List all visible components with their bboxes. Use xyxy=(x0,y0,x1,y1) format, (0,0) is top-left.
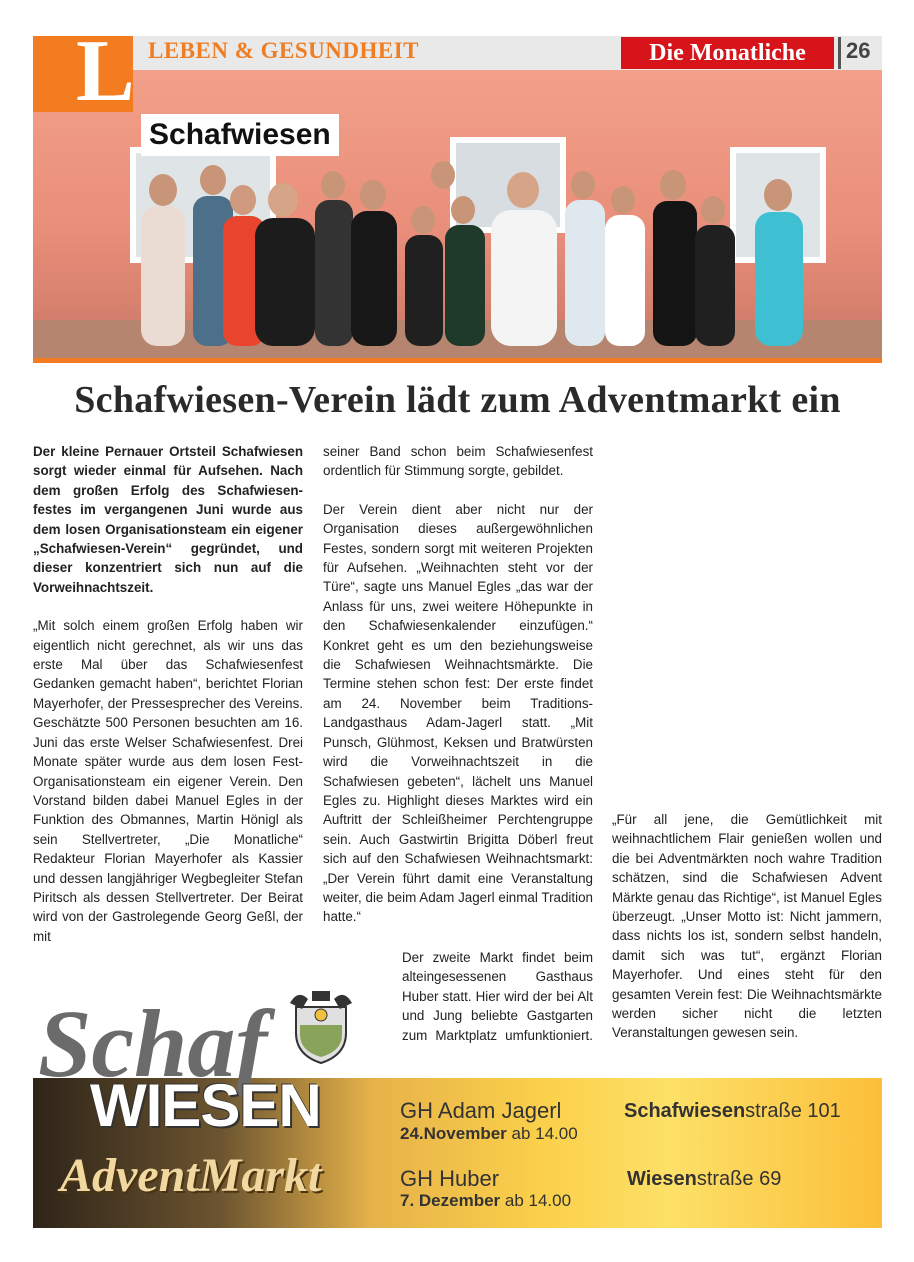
page-number: 26 xyxy=(846,38,871,63)
article-paragraph: seiner Band schon beim Schafwiesenfest ordentlich für Stimmung sorgte, gebildet. xyxy=(323,444,593,479)
brand-logo: Die Monatliche xyxy=(621,37,834,69)
ad-date-rest: ab 14.00 xyxy=(500,1191,572,1210)
article-headline: Schafwiesen-Verein lädt zum Adventmarkt ein xyxy=(74,379,841,421)
coat-of-arms-icon xyxy=(288,985,354,1065)
ad-logo-schaf: Schaf xyxy=(38,990,268,1097)
article-paragraph: „Für all jene, die Gemütlichkeit mit weihnachtlichem Flair genießen wollen und die bei Adventmärkten noch wahre Tradition schätzen, sind die Schafwiesen Advent Märkte genau das Richtige“, ist Manuel Egles überzeugt. „Unser Motto ist: Nicht jammern, dass nichts los ist, sondern selbst handeln, damit sich was tut“, ergänzt Florian Mayerhofer. Und eines steht für den gesamten Verein fest: Die Weihnachtsmärkte werden sicher nicht die letzten Veranstaltungen gewesen sein. xyxy=(612,812,882,1041)
ad-date-bold: 24.November xyxy=(400,1124,507,1143)
section-letter: L xyxy=(76,23,135,120)
article-column-2 xyxy=(323,442,593,946)
ad-logo-adventmarkt: AdventMarkt xyxy=(60,1149,322,1202)
photo-kicker: Schafwiesen xyxy=(141,114,339,156)
article-paragraph: „Mit solch einem großen Erfolg haben wir eigentlich nicht gerechnet, als wir uns das erste Mal über das Schafwiesenfest Gedanken gemacht haben“, berichtet Florian Mayerhofer, der Pressesprecher des Vereins. Geschätzte 500 Personen besuchten am 16. Juni das erste Welser Schafwiesenfest. Drei Monate später wurde aus dem losen Fest-Organisationsteam ein eigener Verein. Den Vorstand bilden dabei Manuel Egles in der Funktion des Obmannes, Martin Hönigl als sein Stellvertreter, „Die Monatliche“ Redakteur Florian Mayerhofer als Kassier und dessen langjähriger Wegbegleiter Stefan Piritsch als dessen Stellvertreter. Der Beirat wird von der Gastrolegende Georg Geßl, der mit xyxy=(33,618,303,944)
article-column-2b xyxy=(402,948,593,1063)
article-column-3 xyxy=(612,442,882,1062)
article-paragraph: Der Verein dient aber nicht nur der Organisation dieses außergewöhnlichen Festes, sondern sorgt mit weiteren Projekten für Aufsehen. „Weihnachten steht vor der Türe“, sagte uns Manuel Egles „das war der Anlass für uns, zwei weitere Höhepunkte in den Schafwiesenkalender einzufügen.“ Konkret geht es um den beziehungsweise die Schafwiesen Weihnachtsmärkte. Die Termine stehen schon fest: Der erste findet am 24. November beim Traditions-Landgasthaus Adam-Jagerl statt. „Mit Punsch, Glühmost, Keksen und Bratwürsten wird die Vorweihnachtszeit in die Schafwiesen gebeten“, lächelt uns Manuel Egles zu. Highlight dieses Marktes wird ein Auftritt der Schleißheimer Perchtengruppe sein. Auch Gastwirtin Brigitta Döberl freut sich auf den Schafwiesen Weihnachtsmarkt: „Der Verein führt damit eine Veranstaltung weiter, die beim Adam Jagerl einmal Tradition hatte.“ xyxy=(323,501,593,925)
photo-border xyxy=(33,358,882,363)
ad-street-bold: Wiesen xyxy=(627,1168,697,1190)
ad-street-rest: straße 101 xyxy=(745,1100,841,1122)
article-lead: Der kleine Pernauer Ortsteil Schafwiesen sorgt wieder einmal für Aufsehen. Nach dem großen Erfolg des Schafwiesen-festes im vergangenen Juni wurde aus dem losen Organisationsteam ein eigener „Schafwiesen-Verein“ gegründet, und dieser konzentriert sich nun auf die Vorweihnachtszeit. xyxy=(33,444,303,595)
article-paragraph: Der zweite Markt findet beim alteingesessenen Gasthaus Huber statt. Hier wird der bei Alt und Jung beliebte Gastgarten zum Marktplatz umfunktioniert. xyxy=(402,950,593,1043)
page-divider xyxy=(838,37,841,69)
ad-logo-wiesen: WIESEN xyxy=(90,1072,321,1139)
ad-date-rest: ab 14.00 xyxy=(506,1124,578,1143)
section-label: LEBEN & GESUNDHEIT xyxy=(148,38,420,63)
ad-date-bold: 7. Dezember xyxy=(400,1191,501,1210)
ad-street-1 xyxy=(624,1100,841,1123)
ad-venue-1: GH Adam Jagerl xyxy=(400,1098,562,1123)
ad-date-2 xyxy=(400,1191,571,1211)
ad-street-rest: straße 69 xyxy=(696,1168,782,1190)
article-column-1 xyxy=(33,442,303,965)
ad-date-1 xyxy=(400,1124,578,1144)
ad-street-2 xyxy=(627,1168,781,1191)
ad-venue-2: GH Huber xyxy=(400,1166,500,1191)
ad-street-bold: Schafwiesen xyxy=(624,1100,746,1122)
